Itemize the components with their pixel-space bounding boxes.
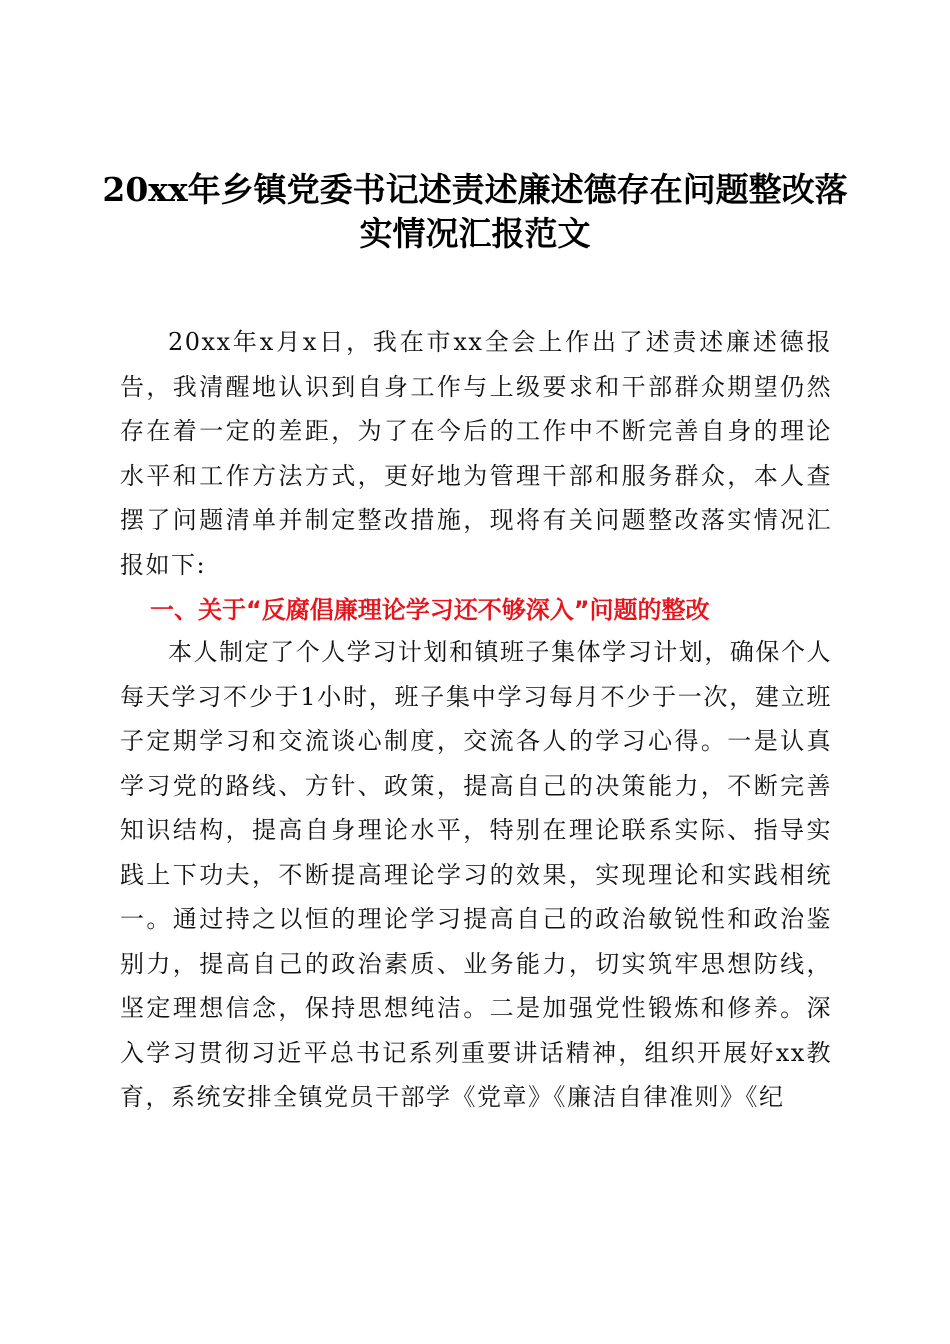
section-1-paragraph: 本人制定了个人学习计划和镇班子集体学习计划，确保个人每天学习不少于1小时，班子集中学习每月不少于一次，建立班子定期学习和交流谈心制度，交流各人的学习心得。一是认真学习党的路线、方针、政策，提高自己的决策能力，不断完善知识结构，提高自身理论水平，特别在理论联系实际、指导实践上下功夫，不断提高理论学习的效果，实现理论和实践相统一。通过持之以恒的理论学习提高自己的政治敏锐性和政治鉴别力，提高自己的政治素质、业务能力，切实筑牢思想防线，坚定理想信念，保持思想纯洁。二是加强党性锻炼和修养。深入学习贯彻习近平总书记系列重要讲话精神，组织开展好xx教育，系统安排全镇党员干部学《党章》《廉洁自律准则》《纪 bbox=[120, 638, 832, 1111]
intro-paragraph: 20xx年x月x日，我在市xx全会上作出了述责述廉述德报告，我清醒地认识到自身工作与上级要求和干部群众期望仍然存在着一定的差距，为了在今后的工作中不断完善自身的理论水平和工作方法方式，更好地为管理干部和服务群众，本人查摆了问题清单并制定整改措施，现将有关问题整改落实情况汇报如下: bbox=[120, 328, 832, 579]
document-title: 20xx年乡镇党委书记述责述廉述德存在问题整改落实情况汇报范文 bbox=[102, 170, 848, 253]
section-heading-1: 一、关于“反腐倡廉理论学习还不够深入”问题的整改 bbox=[150, 596, 710, 624]
